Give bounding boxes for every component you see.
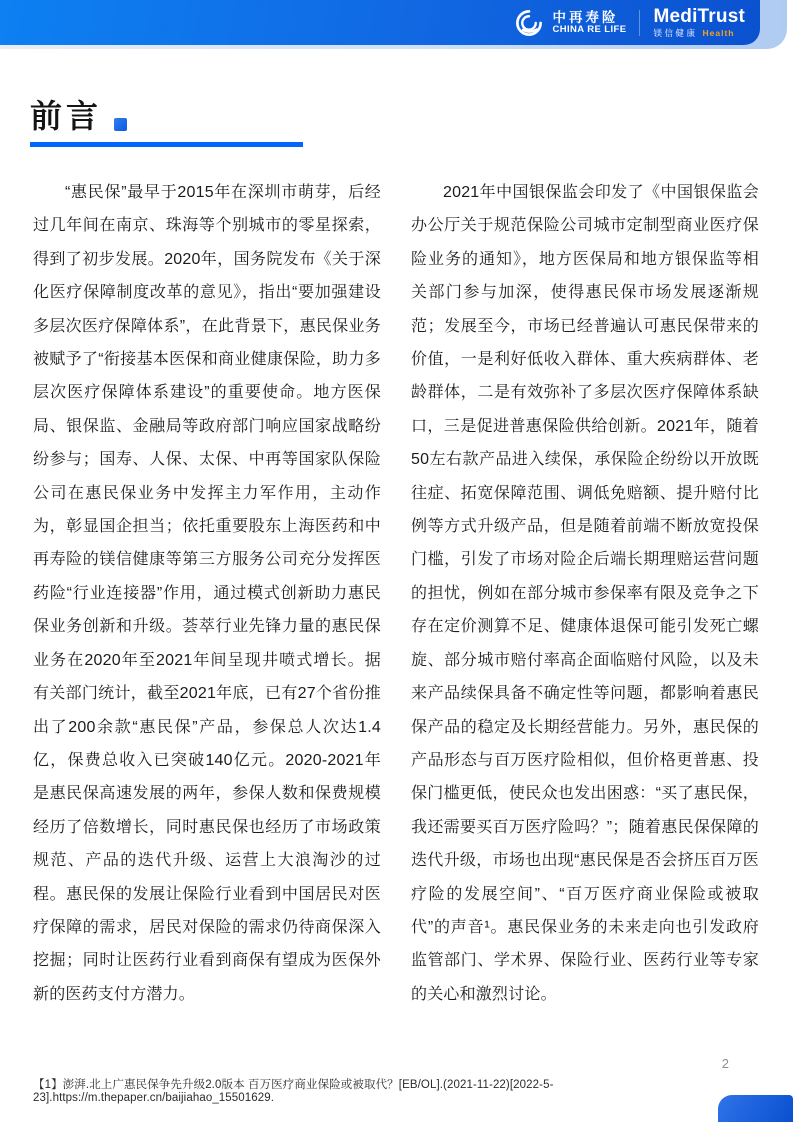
header-logos: [514, 7, 745, 39]
right-column-paragraph: 2021年中国银保监会印发了《中国银保监会办公厅关于规范保险公司城市定制型商业医疗保险业务的通知》，地方医保局和地方银保监等相关部门参与加深，使得惠民保市场发展逐渐规范；发展至今，市场已经普遍认可惠民保带来的价值，一是利好低收入群体、重大疾病群体、老龄群体，二是有效弥补了多层次医疗保障体系缺口，三是促进普惠保险供给创新。2021年，随着50左右款产品进入续保，承保险企纷纷以开放既往症、拓宽保障范围、调低免赔额、提升赔付比例等方式升级产品，但是随着前端不断放宽投保门槛，引发了市场对险企后端长期理赔运营问题的担忧，例如在部分城市参保率有限及竞争之下存在定价测算不足、健康体退保可能引发死亡螺旋、部分城市赔付率高企面临赔付风险，以及未来产品续保具备不确定性等问题，都影响着惠民保产品的稳定及长期经营能力。另外，惠民保的产品形态与百万医疗险相似，但价格更普惠、投保门槛更低，使民众也发出困惑：“买了惠民保，我还需要买百万医疗险吗？”；随着惠民保保障的迭代升级，市场也出现“惠民保是否会挤压百万医疗险的发展空间”、“百万医疗商业保险或被取代”的声音¹。惠民保业务的未来走向也引发政府监管部门、学术界、保险行业、医药行业等专家的关心和激烈讨论。: [411, 184, 759, 1003]
meditrust-sub-en: Health: [702, 28, 735, 39]
chinare-name-cn: 中再寿险: [552, 9, 619, 25]
logo-divider: [639, 10, 640, 36]
page-title: 前言: [30, 98, 103, 134]
meditrust-subtitle: [653, 29, 745, 38]
title-accent-square: [114, 118, 127, 131]
title-underline: [30, 142, 303, 147]
meditrust-logo: [653, 7, 745, 38]
chinare-brand-text: [552, 10, 626, 36]
chinare-swirl-icon: [514, 8, 544, 38]
chinare-name-en: CHINA RE LIFE: [552, 24, 627, 36]
meditrust-sub-cn: 镁信健康: [653, 28, 698, 39]
meditrust-name: MediTrust: [653, 6, 745, 28]
footnote: 【1】澎湃.北上广惠民保争先升级2.0版本 百万医疗商业保险或被取代？[EB/OL].(2021-11-22)[2022-5-23].https://m.thepaper.cn/baijiahao_15501629.: [33, 1079, 554, 1104]
section-title-block: [30, 98, 303, 147]
page-number: 2: [721, 1056, 729, 1071]
body-columns: [33, 176, 760, 1011]
bottom-corner-accent: [718, 1095, 793, 1122]
chinare-logo: [514, 8, 626, 38]
left-column-paragraph: “惠民保”最早于2015年在深圳市萌芽，后经过几年间在南京、珠海等个别城市的零星探索，得到了初步发展。2020年，国务院发布《关于深化医疗保障制度改革的意见》，指出“要加强建设多层次医疗保障体系”，在此背景下，惠民保业务被赋予了“衔接基本医保和商业健康保险，助力多层次医疗保障体系建设”的重要使命。地方医保局、银保监、金融局等政府部门响应国家战略纷纷参与；国寿、人保、太保、中再等国家队保险公司在惠民保业务中发挥主力军作用，主动作为，彰显国企担当；依托重要股东上海医药和中再寿险的镁信健康等第三方服务公司充分发挥医药险“行业连接器”作用，通过模式创新助力惠民保业务创新和升级。荟萃行业先锋力量的惠民保业务在2020年至2021年间呈现井喷式增长。据有关部门统计，截至2021年底，已有27个省份推出了200余款“惠民保”产品，参保总人次达1.4亿，保费总收入已突破140亿元。2020-2021年是惠民保高速发展的两年，参保人数和保费规模经历了倍数增长，同时惠民保也经历了市场政策规范、产品的迭代升级、运营上大浪淘沙的过程。惠民保的发展让保险行业看到中国居民对医疗保障的需求，居民对保险的需求仍待商保深入挖掘；同时让医药行业看到商保有望成为医保外新的医药支付方潜力。: [33, 184, 381, 1003]
